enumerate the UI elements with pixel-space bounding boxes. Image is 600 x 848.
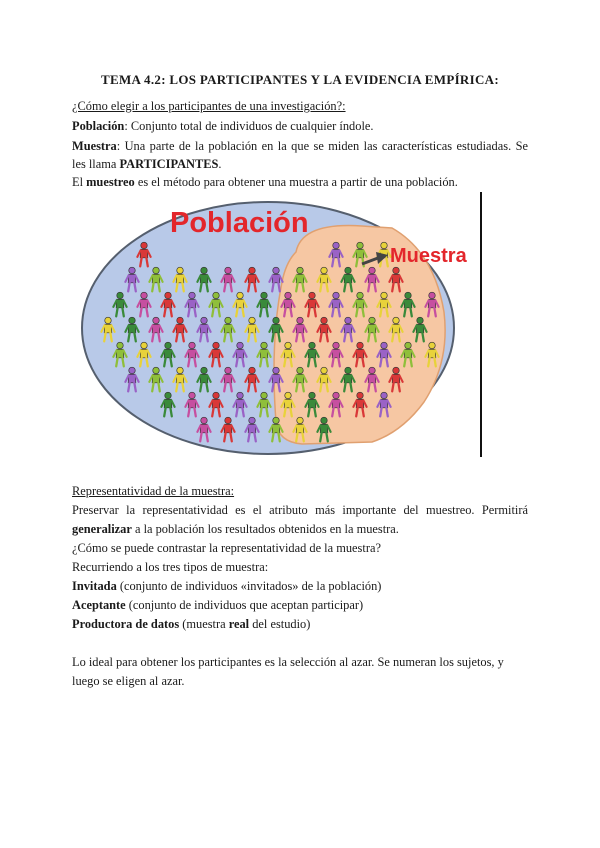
muestra-label: Muestra <box>390 245 467 267</box>
muestreo-pre: El <box>72 175 87 189</box>
ideal-paragraph: Lo ideal para obtener los participantes es la selección al azar. Se numeran los sujetos, y <box>72 655 504 669</box>
divider-line <box>480 192 482 457</box>
muestra-text-2: les llama <box>72 157 120 171</box>
real-term: real <box>228 617 250 631</box>
poblacion-definition <box>72 116 528 136</box>
muestra-definition-cont <box>72 154 528 174</box>
muestra-definition <box>72 136 528 156</box>
muestra-term: Muestra <box>72 139 117 153</box>
page-title: TEMA 4.2: LOS PARTICIPANTES Y LA EVIDENCIA EMPÍRICA: <box>101 72 499 87</box>
generalizar-text: a la población los resultados obtenidos en la muestra. <box>131 522 399 536</box>
ideal-paragraph-cont: luego se eligen al azar. <box>72 674 185 688</box>
productora-term: Productora de datos <box>72 617 180 631</box>
muestra-text-3: . <box>218 157 222 171</box>
question-heading: ¿Cómo elegir a los participantes de una investigación?: <box>72 99 346 113</box>
muestra-text: : Una parte de la población en la que se miden las características estudiadas. Se <box>116 139 528 153</box>
muestreo-definition <box>72 172 528 192</box>
aceptante-text: (conjunto de individuos que aceptan participar) <box>125 598 364 612</box>
representatividad-heading: Representatividad de la muestra: <box>72 484 235 498</box>
representatividad-p1: Preservar la representatividad es el atributo más importante del muestreo. Permitirá <box>72 503 528 517</box>
type-aceptante <box>72 595 528 615</box>
invitada-term: Invitada <box>72 579 117 593</box>
productora-text: (muestra <box>179 617 229 631</box>
invitada-text: (conjunto de individuos «invitados» de la población) <box>116 579 382 593</box>
muestreo-term: muestreo <box>86 175 135 189</box>
participantes-term: PARTICIPANTES <box>119 157 219 171</box>
types-intro: Recurriendo a los tres tipos de muestra: <box>72 560 269 574</box>
muestreo-text: es el método para obtener una muestra a partir de una población. <box>134 175 458 189</box>
contrast-question: ¿Cómo se puede contrastar la representatividad de la muestra? <box>72 541 381 555</box>
poblacion-term: Población <box>72 119 125 133</box>
aceptante-term: Aceptante <box>72 598 126 612</box>
poblacion-label: Población <box>170 207 309 239</box>
generalizar-term: generalizar <box>72 522 132 536</box>
poblacion-text: : Conjunto total de individuos de cualquier índole. <box>124 119 374 133</box>
type-invitada <box>72 576 528 596</box>
productora-text-2: del estudio) <box>249 617 311 631</box>
representatividad-p1-cont <box>72 519 528 539</box>
population-sample-diagram <box>72 192 482 457</box>
type-productora <box>72 614 528 634</box>
